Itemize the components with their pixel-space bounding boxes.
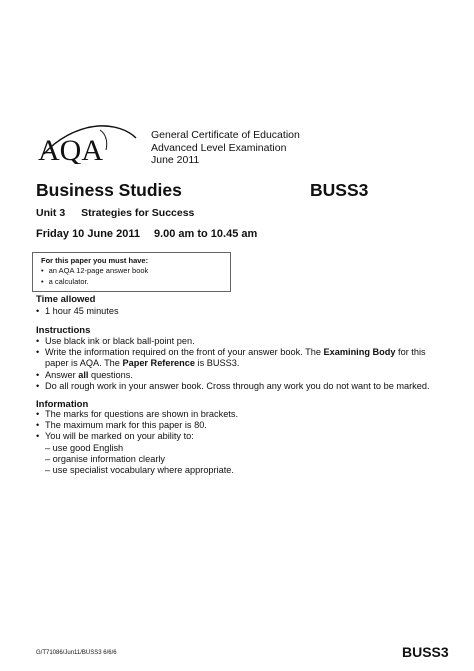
information-item: • The marks for questions are shown in brackets.	[36, 409, 436, 420]
level-line: Advanced Level Examination	[151, 141, 287, 154]
subject-title: Business Studies	[36, 180, 182, 200]
materials-title: For this paper you must have:	[41, 256, 149, 265]
time-allowed-list	[36, 306, 436, 317]
instruction-item: • Answer all questions.	[36, 370, 436, 381]
information-heading: Information	[36, 399, 89, 410]
exam-time: 9.00 am to 10.45 am	[153, 228, 258, 240]
information-item: • The maximum mark for this paper is 80.	[36, 420, 436, 431]
materials-item: • an AQA 12-page answer book	[41, 266, 148, 277]
aqa-logo	[36, 120, 140, 164]
instructions-list	[36, 336, 436, 392]
information-subitem: – use specialist vocabulary where appropriate.	[45, 465, 234, 476]
materials-item: • a calculator.	[41, 277, 148, 288]
exam-datetime	[36, 228, 257, 240]
materials-box	[32, 252, 231, 292]
unit-label: Unit 3	[36, 207, 66, 219]
paper-code: BUSS3	[310, 180, 369, 200]
unit-line	[36, 207, 194, 219]
aqa-logo-text: AQA	[38, 134, 103, 164]
time-allowed-item: • 1 hour 45 minutes	[36, 306, 436, 317]
information-subitem: – organise information clearly	[45, 453, 166, 464]
information-subitem: – use good English	[45, 442, 124, 453]
session-line: June 2011	[151, 154, 200, 166]
information-list	[36, 409, 436, 476]
materials-list	[41, 266, 148, 287]
footer-reference: G/T71086/Jun11/BUSS3 6/6/6	[36, 650, 117, 656]
exam-date: Friday 10 June 2011	[36, 228, 140, 240]
instruction-item: • Do all rough work in your answer book. Cross through any work you do not want to be marked.	[36, 381, 436, 392]
instructions-heading: Instructions	[36, 325, 91, 336]
footer-paper-code: BUSS3	[402, 644, 449, 660]
instruction-item: • Use black ink or black ball-point pen.	[36, 336, 436, 347]
qualification-header	[151, 129, 300, 167]
information-item: • You will be marked on your ability to:	[36, 431, 436, 442]
instruction-item: • Write the information required on the front of your answer book. The Examining Body for this paper is AQA. The Paper Reference is BUSS3.	[36, 347, 436, 369]
qualification-line: General Certificate of Education	[151, 129, 300, 141]
unit-title: Strategies for Success	[81, 207, 195, 219]
time-allowed-heading: Time allowed	[36, 294, 96, 305]
